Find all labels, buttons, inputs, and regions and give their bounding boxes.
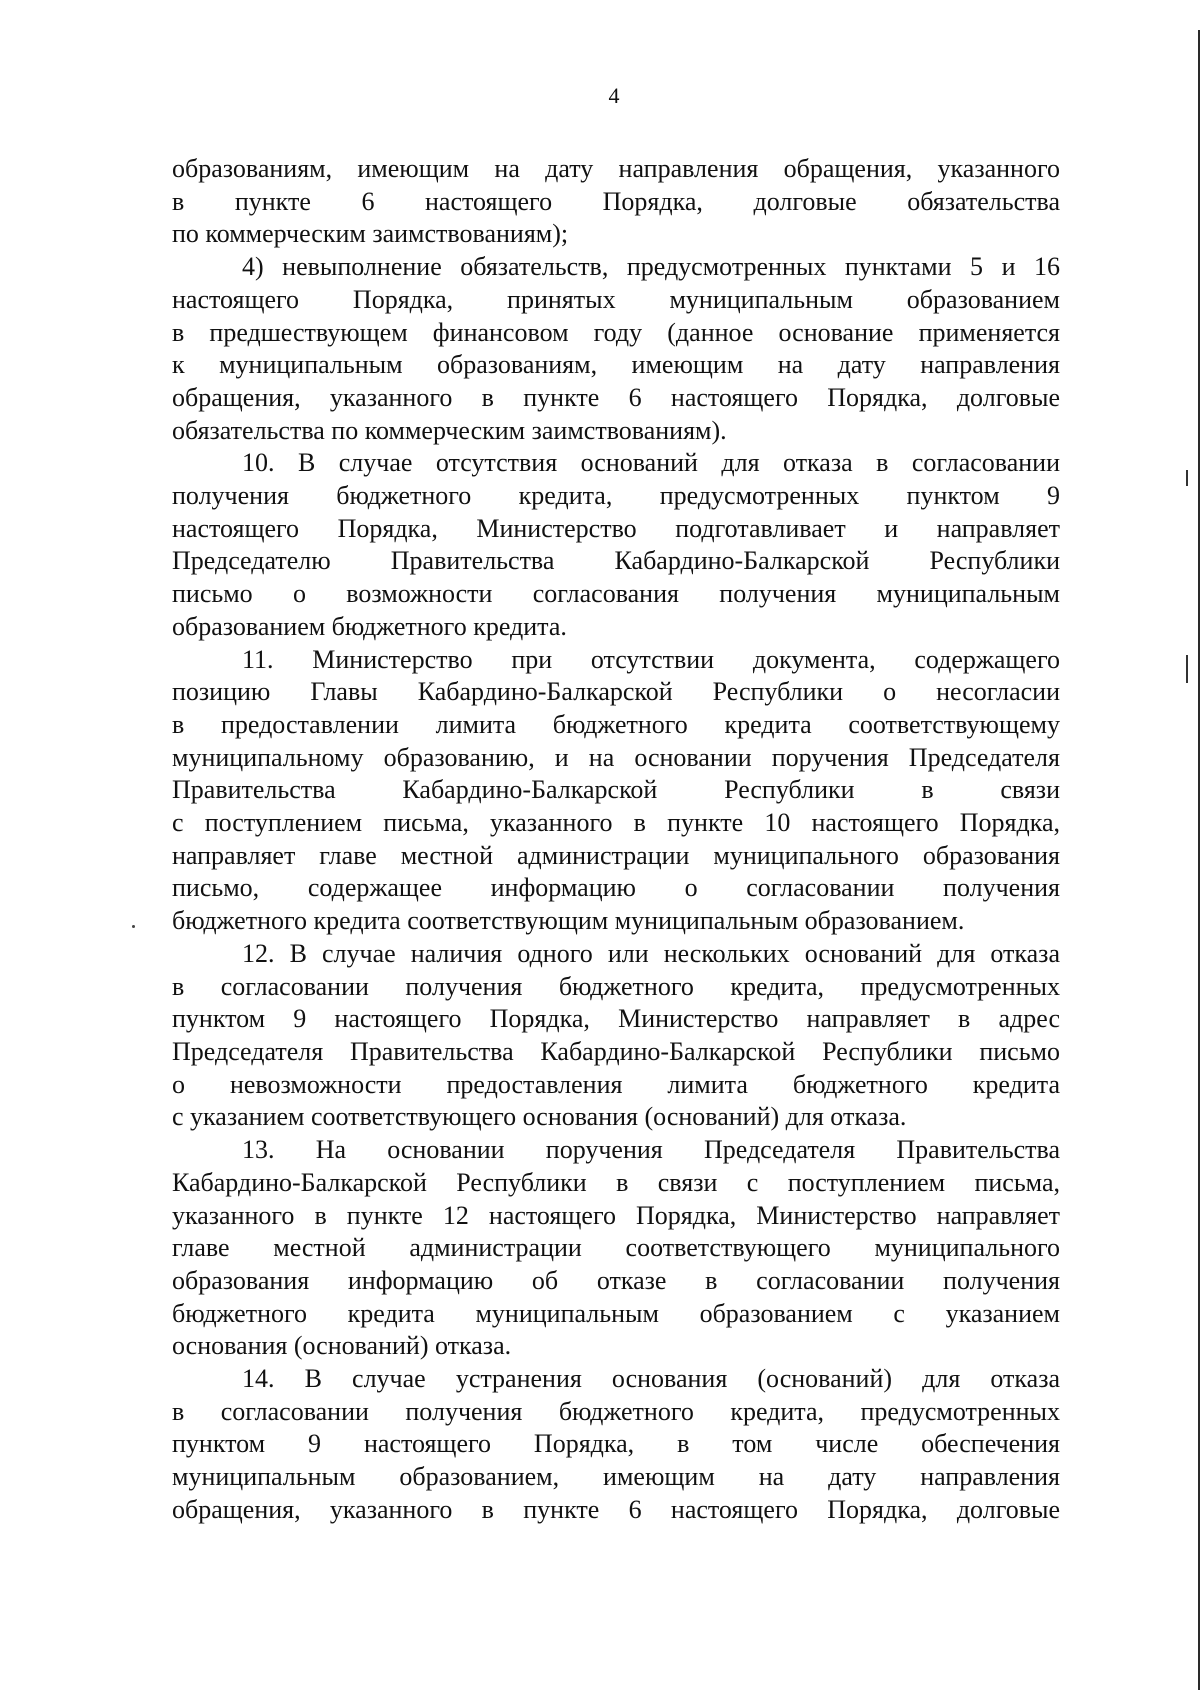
text-line: указанного в пункте 12 настоящего Порядка, Министерство направляет bbox=[172, 1200, 1060, 1230]
text-line: 13. На основании поручения Председателя Правительства bbox=[242, 1135, 1060, 1165]
text-line: муниципальным образованием, имеющим на дату направления bbox=[172, 1462, 1060, 1492]
text-line: по коммерческим заимствованиям); bbox=[172, 219, 569, 249]
page-number: 4 bbox=[608, 83, 620, 108]
text-line: 11. Министерство при отсутствии документа, содержащего bbox=[242, 644, 1060, 674]
text-line: позицию Главы Кабардино-Балкарской Республики о несогласии bbox=[172, 677, 1060, 707]
paragraph-13 bbox=[172, 1134, 1060, 1363]
text-line: главе местной администрации соответствующего муниципального bbox=[172, 1233, 1060, 1263]
text-line: образования информацию об отказе в согласовании получения bbox=[172, 1265, 1060, 1295]
scan-edge-mark bbox=[1186, 470, 1188, 486]
text-line: 10. В случае отсутствия оснований для отказа в согласовании bbox=[242, 448, 1060, 478]
paragraph-continuation bbox=[172, 153, 1060, 251]
text-line: получения бюджетного кредита, предусмотренных пунктом 9 bbox=[172, 481, 1060, 511]
text-line: пунктом 9 настоящего Порядка, в том числе обеспечения bbox=[172, 1429, 1060, 1459]
paragraph-12 bbox=[172, 938, 1060, 1134]
text-line: с поступлением письма, указанного в пункте 10 настоящего Порядка, bbox=[172, 808, 1060, 838]
text-line: муниципальному образованию, и на основании поручения Председателя bbox=[172, 742, 1060, 772]
text-line: образованием бюджетного кредита. bbox=[172, 611, 567, 641]
text-line: 14. В случае устранения основания (оснований) для отказа bbox=[242, 1364, 1060, 1394]
paragraph-11 bbox=[172, 644, 1060, 938]
text-line: в согласовании получения бюджетного кредита, предусмотренных bbox=[172, 1396, 1060, 1426]
text-line: бюджетного кредита муниципальным образованием с указанием bbox=[172, 1298, 1060, 1328]
text-line: обращения, указанного в пункте 6 настоящего Порядка, долговые bbox=[172, 1494, 1060, 1524]
text-line: настоящего Порядка, принятых муниципальным образованием bbox=[172, 284, 1060, 314]
text-line: о невозможности предоставления лимита бюджетного кредита bbox=[172, 1069, 1060, 1099]
text-line: Правительства Кабардино-Балкарской Республики в связи bbox=[172, 775, 1060, 805]
text-line: Председателя Правительства Кабардино-Балкарской Республики письмо bbox=[172, 1036, 1060, 1066]
text-line: обращения, указанного в пункте 6 настоящего Порядка, долговые bbox=[172, 382, 1060, 412]
text-line: пунктом 9 настоящего Порядка, Министерство направляет в адрес bbox=[172, 1004, 1060, 1034]
text-line: Председателю Правительства Кабардино-Балкарской Республики bbox=[172, 546, 1060, 576]
text-line: письмо, содержащее информацию о согласовании получения bbox=[172, 873, 1060, 903]
text-line: настоящего Порядка, Министерство подготавливает и направляет bbox=[172, 513, 1060, 543]
paragraph-item-4 bbox=[172, 251, 1060, 447]
text-line: образованиям, имеющим на дату направления обращения, указанного bbox=[172, 154, 1060, 183]
paragraph-14 bbox=[172, 1363, 1060, 1527]
text-line: письмо о возможности согласования получения муниципальным bbox=[172, 579, 1060, 609]
text-line: к муниципальным образованиям, имеющим на дату направления bbox=[172, 350, 1060, 380]
text-line: направляет главе местной администрации муниципального образования bbox=[172, 840, 1060, 870]
text-line: в предшествующем финансовом году (данное основание применяется bbox=[172, 317, 1060, 347]
text-line: в пункте 6 настоящего Порядка, долговые обязательства bbox=[172, 186, 1060, 216]
text-line: 12. В случае наличия одного или нескольких оснований для отказа bbox=[242, 938, 1060, 968]
text-line: бюджетного кредита соответствующим муниципальным образованием. bbox=[172, 906, 965, 936]
text-line: 4) невыполнение обязательств, предусмотренных пунктами 5 и 16 bbox=[242, 252, 1060, 282]
text-line: с указанием соответствующего основания (оснований) для отказа. bbox=[172, 1102, 907, 1132]
text-line: основания (оснований) отказа. bbox=[172, 1331, 512, 1361]
document-body bbox=[172, 153, 1060, 1527]
text-line: обязательства по коммерческим заимствованиям). bbox=[172, 415, 727, 445]
text-line: Кабардино-Балкарской Республики в связи с поступлением письма, bbox=[172, 1167, 1060, 1197]
paragraph-10 bbox=[172, 447, 1060, 643]
text-line: в согласовании получения бюджетного кредита, предусмотренных bbox=[172, 971, 1060, 1001]
scan-speck bbox=[132, 925, 135, 928]
text-line: в предоставлении лимита бюджетного кредита соответствующему bbox=[172, 709, 1060, 739]
scan-edge-mark bbox=[1186, 655, 1188, 683]
